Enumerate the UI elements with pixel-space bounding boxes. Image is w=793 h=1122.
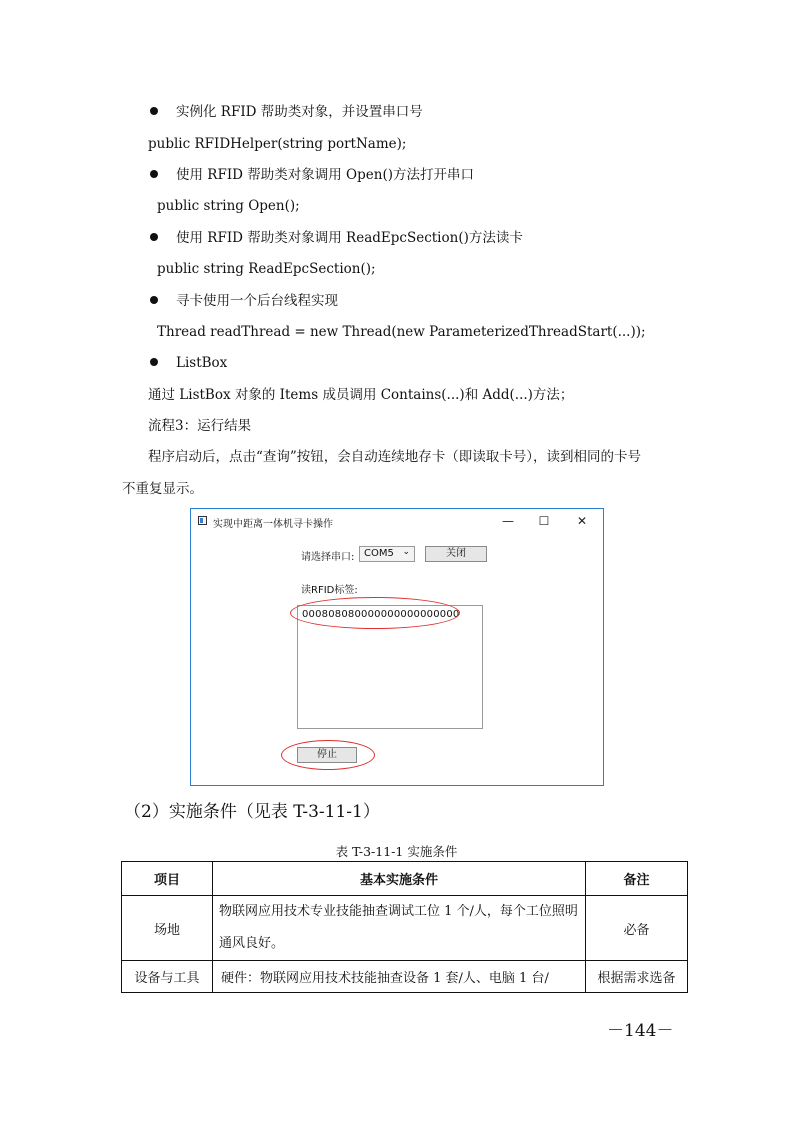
bullet — [150, 107, 158, 115]
table-cell: 场地 — [122, 896, 213, 961]
column-header: 备注 — [586, 862, 688, 896]
text-line: 寻卡使用一个后台线程实现 — [176, 293, 338, 309]
port-value: COM5 — [364, 548, 394, 559]
code-line: Thread readThread = new Thread(new ParameterizedThreadStart(...)); — [157, 324, 646, 340]
port-select[interactable] — [359, 546, 415, 562]
table-row — [122, 961, 688, 993]
text-line: 程序启动后，点击“查询”按钮，会自动连续地存卡（即读取卡号），读到相同的卡号 — [148, 449, 642, 465]
section-heading: （2）实施条件（见表 T-3-11-1） — [124, 802, 380, 822]
app-window-screenshot — [190, 508, 604, 786]
read-label: 读RFID标签: — [301, 585, 358, 596]
table-cell: 设备与工具 — [122, 961, 213, 993]
close-port-button[interactable]: 关闭 — [425, 546, 487, 562]
text-line: 实例化 RFID 帮助类对象，并设置串口号 — [176, 104, 423, 120]
app-icon — [198, 516, 207, 525]
highlight-circle — [281, 740, 375, 770]
bullet — [150, 170, 158, 178]
table-cell: 必备 — [586, 896, 688, 961]
text-line: 通过 ListBox 对象的 Items 成员调用 Contains(...)和 Add(...)方法； — [148, 387, 574, 403]
list-item[interactable]: 000808080000000000000000 — [302, 609, 460, 620]
page-number: －144－ — [607, 1021, 674, 1041]
bullet — [150, 358, 158, 366]
table-header-row — [122, 862, 688, 896]
maximize-icon[interactable]: ☐ — [538, 514, 550, 528]
table-cell: 硬件：物联网应用技术技能抽查设备 1 套/人、电脑 1 台/ — [213, 961, 586, 993]
bullet — [150, 296, 158, 304]
highlight-circle — [290, 597, 460, 629]
code-line: public string Open(); — [157, 198, 300, 214]
column-header: 项目 — [122, 862, 213, 896]
text-line: 流程3：运行结果 — [148, 418, 252, 434]
code-line: public string ReadEpcSection(); — [157, 261, 376, 277]
conditions-table — [121, 861, 688, 993]
port-label: 请选择串口: — [301, 552, 355, 563]
close-icon[interactable]: ✕ — [576, 514, 588, 528]
window-title: 实现中距离一体机寻卡操作 — [213, 519, 333, 530]
text-line: 不重复显示。 — [122, 481, 203, 497]
text-line: 使用 RFID 帮助类对象调用 ReadEpcSection()方法读卡 — [176, 230, 523, 246]
chevron-down-icon: ⌄ — [402, 547, 410, 557]
table-caption: 表 T-3-11-1 实施条件 — [335, 844, 458, 859]
minimize-icon[interactable]: — — [502, 514, 514, 528]
code-line: public RFIDHelper(string portName); — [148, 136, 407, 152]
bullet — [150, 233, 158, 241]
column-header: 基本实施条件 — [213, 862, 586, 896]
text-line: ListBox — [176, 355, 228, 371]
table-cell: 根据需求选备 — [586, 961, 688, 993]
text-line: 使用 RFID 帮助类对象调用 Open()方法打开串口 — [176, 167, 474, 183]
stop-button[interactable]: 停止 — [297, 747, 357, 763]
table-cell: 物联网应用技术专业技能抽查调试工位 1 个/人，每个工位照明通风良好。 — [213, 896, 586, 961]
window-titlebar — [191, 509, 603, 533]
table-row — [122, 896, 688, 961]
